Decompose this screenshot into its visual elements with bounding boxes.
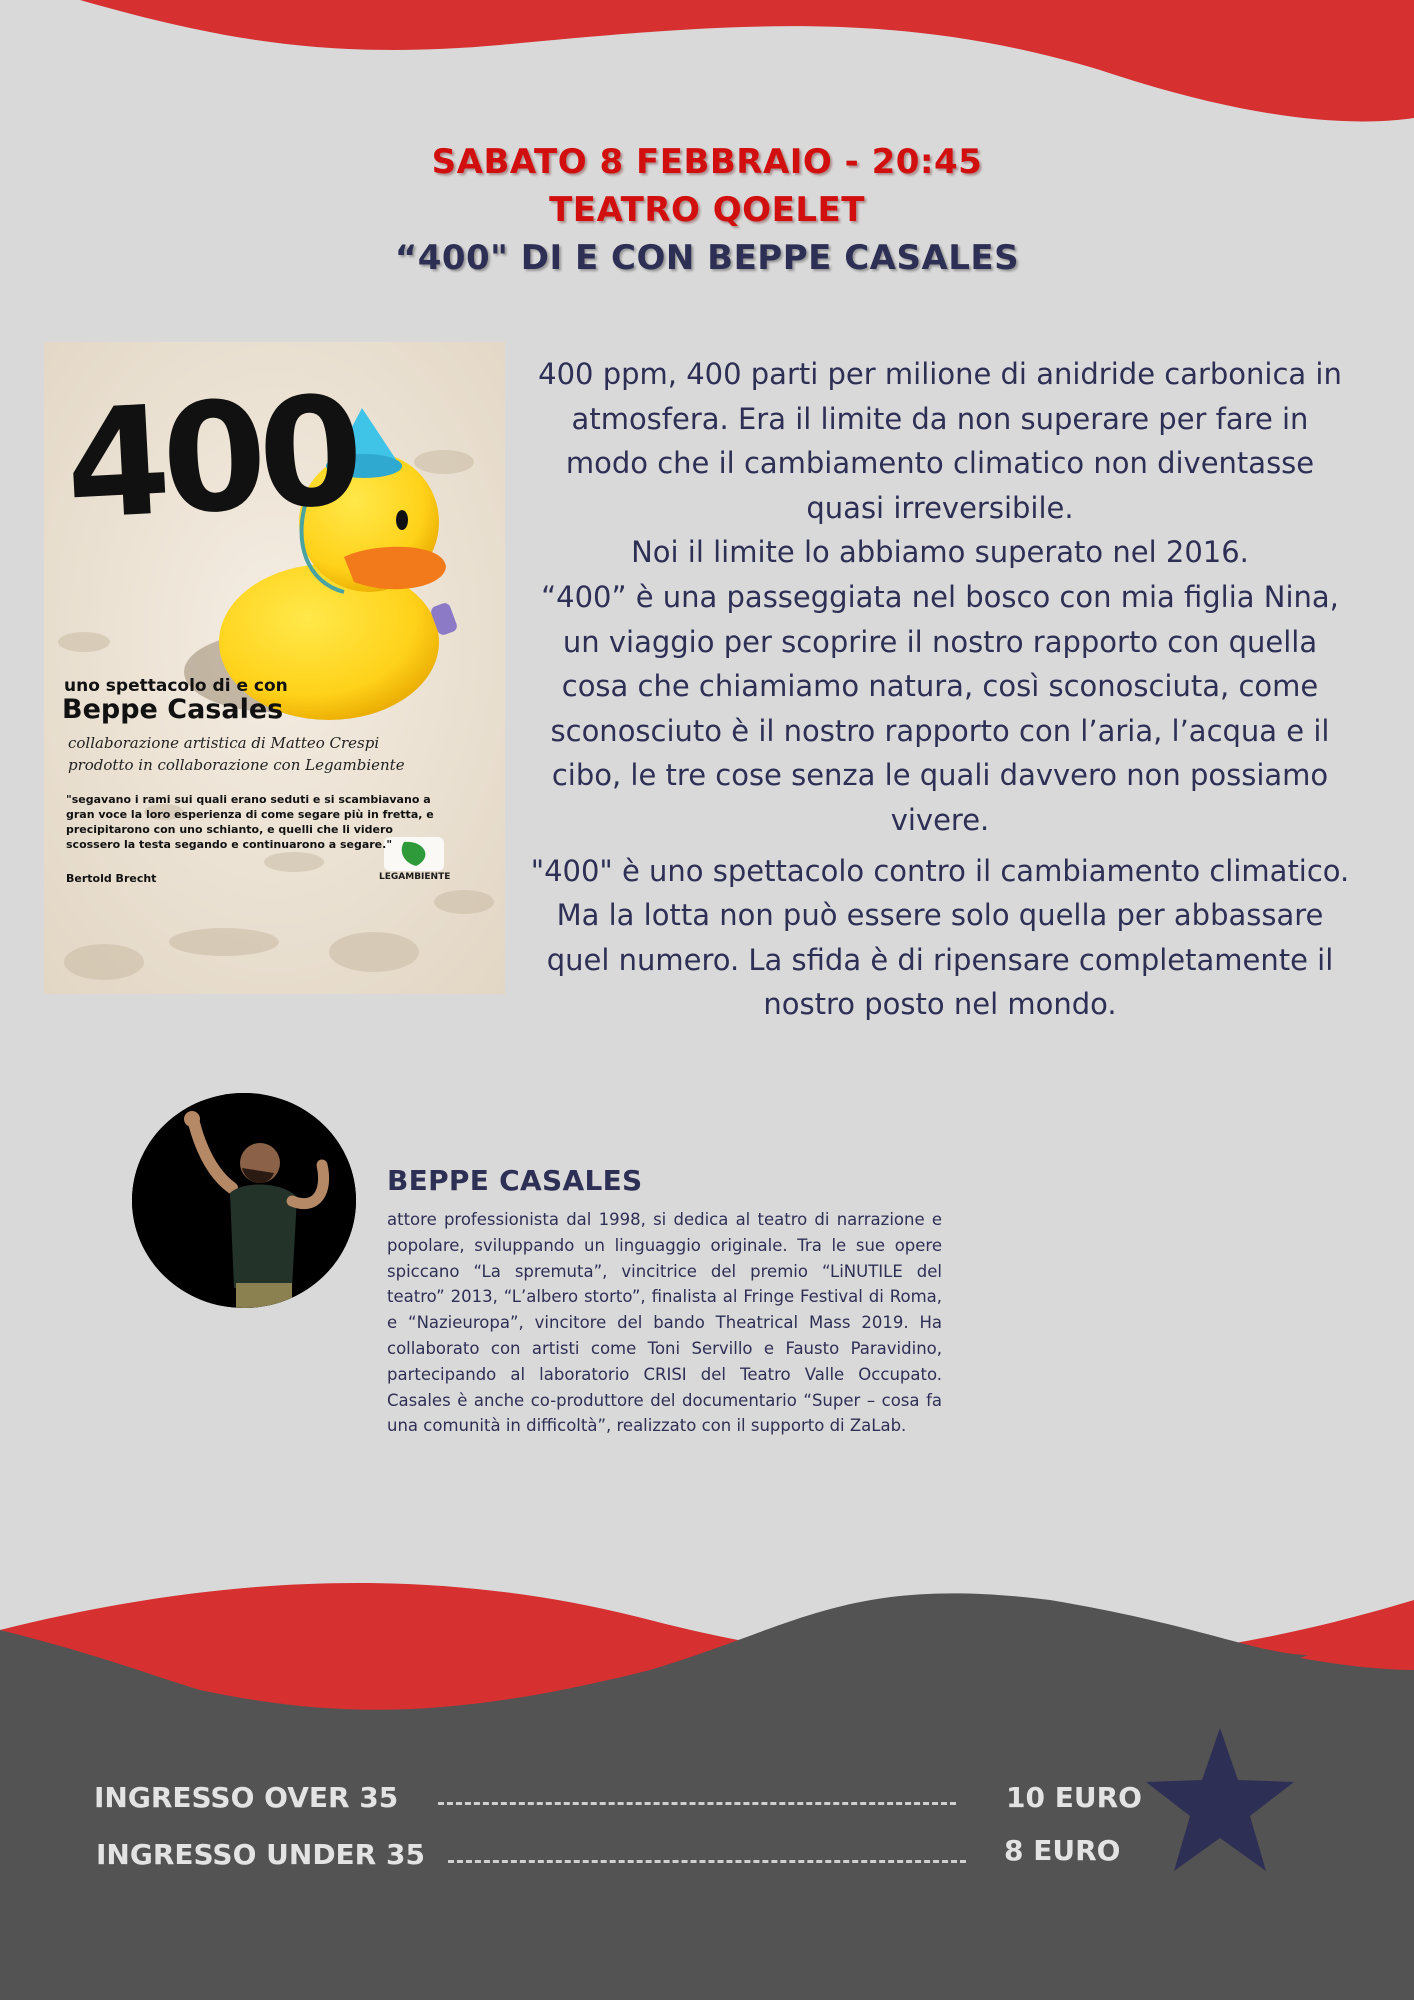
top-wave-decoration <box>0 0 1414 140</box>
price-dots-over-35 <box>438 1802 956 1805</box>
poster-collab: collaborazione artistica di Matteo Crespi <box>68 734 380 752</box>
poster-quote: "segavano i rami sui quali erano seduti e si scambiavano a gran voce la loro esperienza di come segare più in fretta, e precipitarono con uno schianto, e quelli che li videro scossero la testa segando e continuarono a segare." <box>66 793 434 851</box>
legambiente-logo: LEGAMBIENTE <box>379 872 451 882</box>
description-paragraph-3: “400” è una passeggiata nel bosco con mia figlia Nina, un viaggio per scoprire il nostro rapporto con quella cosa che chiamiamo natura, così sconosciuta, come sconosciuto è il nostro rapporto con l’aria, l’acqua e il cibo, le tre cose senza le quali davvero non possiamo vivere. <box>541 579 1339 837</box>
event-header <box>0 138 1414 282</box>
price-value-over-35: 10 EURO <box>1006 1781 1142 1814</box>
description-paragraph-2: Noi il limite lo abbiamo superato nel 2016. <box>631 535 1249 570</box>
poster-subtitle: uno spettacolo di e con <box>64 676 288 696</box>
event-date: SABATO 8 FEBBRAIO - 20:45 <box>431 142 983 182</box>
star-icon <box>1144 1728 1296 1873</box>
description-paragraph-1: 400 ppm, 400 parti per milione di anidride carbonica in atmosfera. Era il limite da non superare per fare in modo che il cambiamento climatico non diventasse quasi irreversibile. <box>538 357 1342 525</box>
show-poster <box>44 342 505 994</box>
price-label-over-35: INGRESSO OVER 35 <box>94 1781 399 1814</box>
poster-author: Beppe Casales <box>62 694 284 725</box>
poster-title: 400 <box>61 364 360 554</box>
poster-quote-author: Bertold Brecht <box>66 872 157 885</box>
show-description <box>530 352 1350 1027</box>
event-show-title: “400" DI E CON BEPPE CASALES <box>394 238 1020 278</box>
event-venue: TEATRO QOELET <box>549 190 865 230</box>
poster-production: prodotto in collaborazione con Legambiente <box>68 756 405 774</box>
actor-biography: attore professionista dal 1998, si dedica al teatro di narrazione e popolare, sviluppando un linguaggio originale. Tra le sue opere spiccano “La spremuta”, vincitrice del premio “LiNUTILE del teatro” 2013, “L’albero storto”, finalista al Fringe Festival di Roma, e “Nazieuropa”, vincitore del bando Theatrical Mass 2019. Ha collaborato con artisti come Toni Servillo e Fausto Paravidino, partecipando al laboratorio CRISI del Teatro Valle Occupato. Casales è anche co-produttore del documentario “Super – cosa fa una comunità in difficoltà”, realizzato con il supporto di ZaLab. <box>387 1210 942 1436</box>
description-paragraph-4: "400" è uno spettacolo contro il cambiamento climatico. Ma la lotta non può essere solo quella per abbassare quel numero. La sfida è di ripensare completamente il nostro posto nel mondo. <box>530 853 1350 1022</box>
price-label-under-35: INGRESSO UNDER 35 <box>96 1838 425 1871</box>
price-dots-under-35 <box>448 1860 966 1863</box>
price-value-under-35: 8 EURO <box>1004 1834 1121 1867</box>
actor-silhouette <box>132 1093 356 1308</box>
actor-photo <box>132 1093 356 1308</box>
actor-name: BEPPE CASALES <box>387 1164 643 1197</box>
